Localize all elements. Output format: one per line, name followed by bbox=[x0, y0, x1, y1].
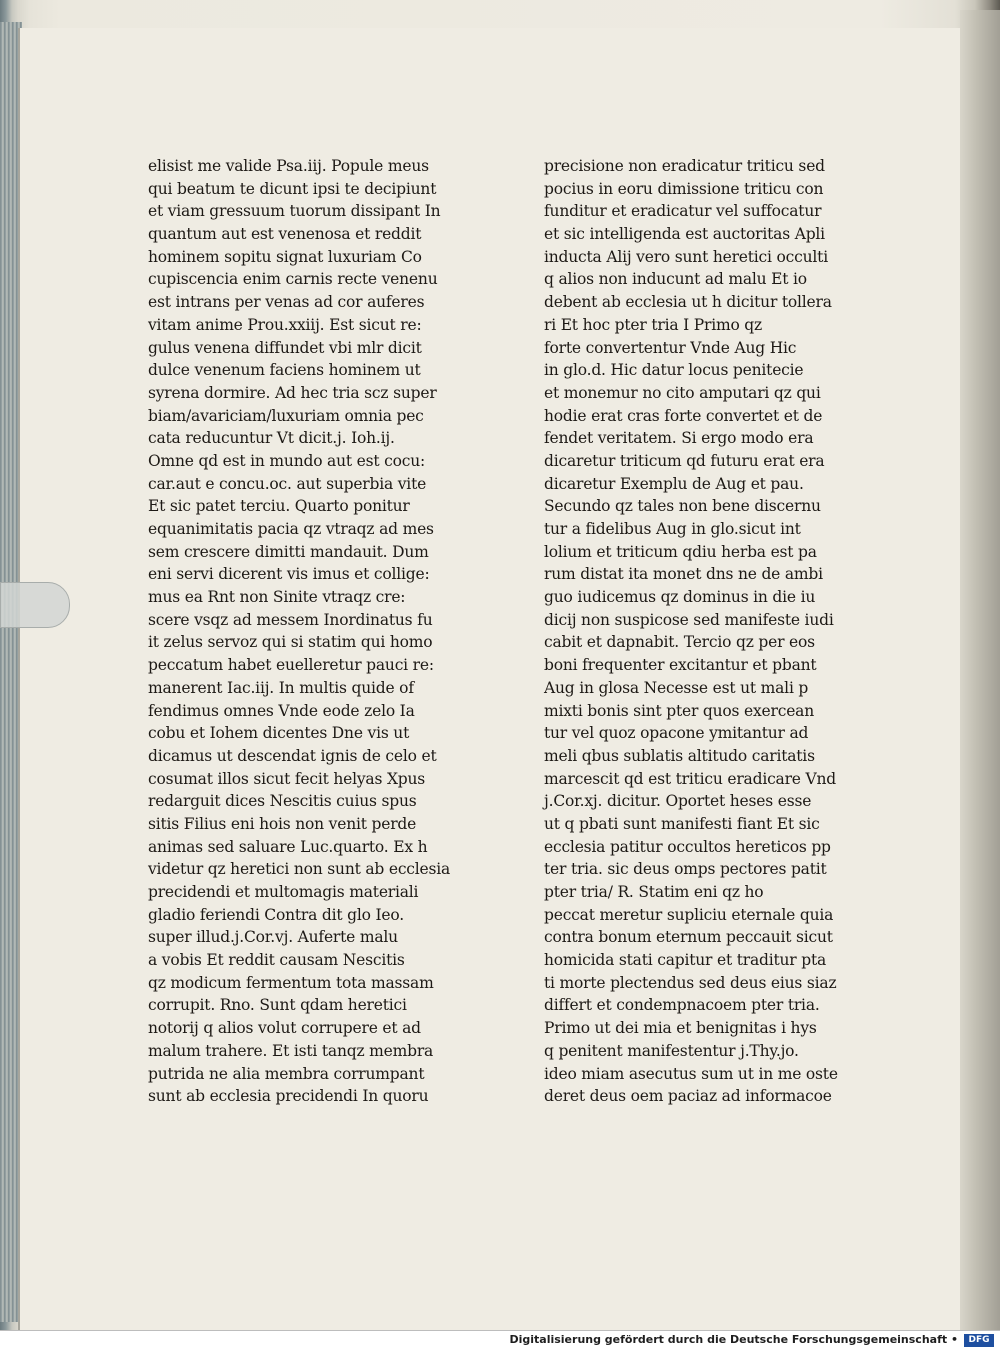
text-line: hominem sopitu signat luxuriam Co bbox=[148, 247, 422, 266]
text-line: sitis Filius eni hois non venit perde bbox=[148, 814, 417, 833]
text-line: putrida ne alia membra corrumpant bbox=[148, 1064, 425, 1083]
text-line: deret deus oem paciaz ad informacoe bbox=[544, 1087, 832, 1106]
text-line: biam/avariciam/luxuriam omnia pec bbox=[148, 406, 424, 425]
text-line: ri Et hoc pter tria I Primo qz bbox=[544, 315, 763, 334]
text-line: malum trahere. Et isti tanqz membra bbox=[148, 1041, 434, 1060]
text-line: Aug in glosa Necesse est ut mali p bbox=[544, 678, 809, 697]
text-line: equanimitatis pacia qz vtraqz ad mes bbox=[148, 520, 434, 538]
text-line: quantum aut est venenosa et reddit bbox=[148, 225, 422, 244]
text-line: guo iudicemus qz dominus in die iu bbox=[544, 588, 816, 607]
text-line: contra bonum eternum peccauit sicut bbox=[544, 928, 833, 947]
text-line: dicamus ut descendat ignis de celo et bbox=[148, 746, 437, 765]
text-line: pocius in eoru dimissione triticu con bbox=[544, 179, 824, 198]
text-line: peccat meretur supliciu eternale quia bbox=[544, 905, 834, 924]
text-line: a vobis Et reddit causam Nescitis bbox=[148, 951, 405, 970]
text-line: et monemur no cito amputari qz qui bbox=[544, 383, 821, 402]
text-line: dicaretur triticum qd futuru erat era bbox=[544, 451, 825, 470]
text-line: lolium et triticum qdiu herba est pa bbox=[544, 542, 817, 561]
text-line: mixti bonis sint pter quos exercean bbox=[544, 701, 814, 720]
text-line: ti morte plectendus sed deus eius siaz bbox=[544, 973, 837, 992]
page-gutter-shadow bbox=[960, 10, 1000, 1330]
text-line: q penitent manifestentur j.Thy.jo. bbox=[544, 1041, 799, 1060]
text-line: notorij q alios volut corrupere et ad bbox=[148, 1019, 421, 1038]
text-line: boni frequenter excitantur et pbant bbox=[544, 656, 817, 675]
text-line: marcescit qd est triticu eradicare Vnd bbox=[544, 769, 837, 788]
text-line: j.Cor.xj. dicitur. Oportet heses esse bbox=[544, 792, 812, 811]
text-line: mus ea Rnt non Sinite vtraqz cre: bbox=[148, 588, 406, 607]
text-line: homicida stati capitur et traditur pta bbox=[544, 951, 827, 970]
text-line: manerent Iac.iij. In multis quide of bbox=[148, 678, 414, 697]
text-line: gladio feriendi Contra dit glo Ieo. bbox=[148, 905, 404, 924]
text-line: redarguit dices Nescitis cuius spus bbox=[148, 792, 417, 811]
text-line: fendimus omnes Vnde eode zelo Ia bbox=[148, 701, 415, 720]
text-line: dulce venenum faciens hominem ut bbox=[148, 361, 421, 380]
text-line: fendet veritatem. Si ergo modo era bbox=[544, 429, 814, 448]
text-line: it zelus servoz qui si statim qui homo bbox=[148, 633, 433, 652]
text-line: Primo ut dei mia et benignitas i hys bbox=[544, 1019, 817, 1038]
text-column-right bbox=[544, 155, 859, 1108]
text-line: hodie erat cras forte convertet et de bbox=[544, 406, 823, 425]
text-line: peccatum habet euelleretur pauci re: bbox=[148, 656, 434, 675]
text-line: sunt ab ecclesia precidendi In quoru bbox=[148, 1087, 429, 1106]
text-line: videtur qz heretici non sunt ab ecclesia bbox=[148, 860, 451, 879]
text-line: inducta Alij vero sunt heretici occulti bbox=[544, 247, 828, 266]
text-line: dicaretur Exemplu de Aug et pau. bbox=[544, 474, 804, 493]
footer-credit: Digitalisierung gefördert durch die Deutsche Forschungsgemeinschaft • bbox=[509, 1333, 958, 1346]
text-line: precidendi et multomagis materiali bbox=[148, 883, 419, 901]
text-line: cata reducuntur Vt dicit.j. Ioh.ij. bbox=[148, 429, 395, 448]
text-line: gulus venena diffundet vbi mlr dicit bbox=[148, 338, 422, 357]
text-line: debent ab ecclesia ut h dicitur tollera bbox=[544, 293, 832, 312]
text-line: Secundo qz tales non bene discernu bbox=[544, 497, 821, 516]
footer-bar bbox=[0, 1330, 1000, 1350]
text-line: corrupit. Rno. Sunt qdam heretici bbox=[148, 996, 407, 1015]
text-line: in glo.d. Hic datur locus penitecie bbox=[544, 361, 804, 380]
text-line: precisione non eradicatur triticu sed bbox=[544, 157, 825, 175]
text-line: est intrans per venas ad cor auferes bbox=[148, 293, 425, 312]
text-line: vitam anime Prou.xxiij. Est sicut re: bbox=[148, 315, 422, 334]
text-line: dicij non suspicose sed manifeste iudi bbox=[544, 610, 834, 629]
dfg-logo: DFG bbox=[964, 1334, 994, 1347]
text-line: ecclesia patitur occultos hereticos pp bbox=[544, 837, 831, 856]
text-line: cupiscencia enim carnis recte venenu bbox=[148, 270, 438, 289]
text-line: Omne qd est in mundo aut est cocu: bbox=[148, 451, 426, 470]
text-line: scere vsqz ad messem Inordinatus fu bbox=[148, 610, 433, 629]
text-line: eni servi dicerent vis imus et collige: bbox=[148, 565, 430, 584]
text-line: meli qbus sublatis altitudo caritatis bbox=[544, 746, 815, 765]
text-line: cabit et dapnabit. Tercio qz per eos bbox=[544, 633, 815, 652]
text-line: Et sic patet terciu. Quarto ponitur bbox=[148, 497, 410, 516]
text-line: qui beatum te dicunt ipsi te decipiunt bbox=[148, 179, 437, 198]
text-line: qz modicum fermentum tota massam bbox=[148, 973, 434, 992]
text-line: pter tria/ R. Statim eni qz ho bbox=[544, 883, 764, 901]
text-line: cosumat illos sicut fecit helyas Xpus bbox=[148, 769, 426, 788]
text-line: elisist me valide Psa.iij. Popule meus bbox=[148, 157, 429, 175]
text-line: et viam gressuum tuorum dissipant In bbox=[148, 202, 441, 221]
text-line: animas sed saluare Luc.quarto. Ex h bbox=[148, 837, 428, 856]
text-line: cobu et Iohem dicentes Dne vis ut bbox=[148, 724, 410, 743]
text-line: ut q pbati sunt manifesti fiant Et sic bbox=[544, 814, 820, 833]
text-line: tur a fidelibus Aug in glo.sicut int bbox=[544, 520, 801, 538]
text-line: ideo miam asecutus sum ut in me oste bbox=[544, 1064, 838, 1083]
text-line: car.aut e concu.oc. aut superbia vite bbox=[148, 474, 427, 493]
text-line: ter tria. sic deus omps pectores patit bbox=[544, 860, 827, 879]
text-line: sem crescere dimitti mandauit. Dum bbox=[148, 542, 429, 561]
text-column-left bbox=[148, 155, 458, 1108]
text-line: funditur et eradicatur vel suffocatur bbox=[544, 202, 822, 221]
text-line: rum distat ita monet dns ne de ambi bbox=[544, 565, 823, 584]
text-line: q alios non inducunt ad malu Et io bbox=[544, 270, 807, 289]
page-clip-bookmark bbox=[0, 582, 70, 628]
text-line: differt et condempnacoem pter tria. bbox=[544, 996, 820, 1015]
text-line: tur vel quoz opacone ymitantur ad bbox=[544, 724, 809, 743]
text-line: et sic intelligenda est auctoritas Apli bbox=[544, 225, 825, 244]
text-line: super illud.j.Cor.vj. Auferte malu bbox=[148, 928, 398, 947]
text-line: syrena dormire. Ad hec tria scz super bbox=[148, 383, 437, 402]
text-line: forte convertentur Vnde Aug Hic bbox=[544, 338, 797, 357]
